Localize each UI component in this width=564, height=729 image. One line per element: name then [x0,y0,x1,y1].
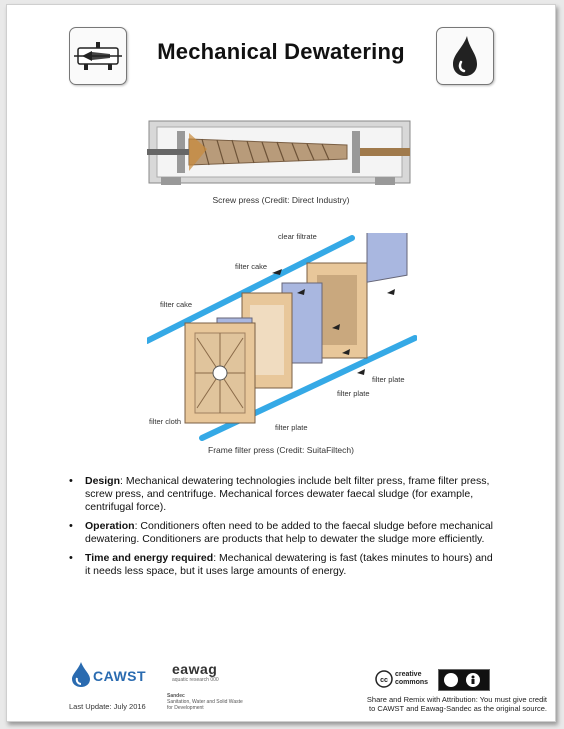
svg-text:cc: cc [380,677,388,684]
bullet-term: Design [85,475,121,487]
eawag-subtitle: aquatic research 000 [172,677,219,683]
label-filter-plate-3: filter plate [275,423,308,432]
credit-line-1: Share and Remix with Attribution: You must give credit [366,695,547,704]
cawst-logo-text: CAWST [93,668,147,684]
document-page [6,4,556,722]
label-clear-filtrate: clear filtrate [278,232,317,241]
label-filter-plate-1: filter plate [372,375,405,384]
screw-press-figure [147,113,412,191]
cc-text: creative commons [395,671,429,686]
bullet-time-energy [69,552,499,578]
sandec-name: Sandec [167,693,185,699]
bullet-operation [69,520,499,546]
label-filter-cloth: filter cloth [149,417,182,426]
bullet-list [69,475,499,584]
attribution-text [307,695,547,713]
bullet-text: : Mechanical dewatering is fast (takes minutes to hours) and it needs less space, but it uses large amounts of energy. [85,552,493,577]
label-filter-cake-top: filter cake [235,262,268,271]
bullet-term: Time and energy required [85,552,214,564]
sandec-text [167,693,247,711]
filter-press-caption: Frame filter press (Credit: SuitaFiltech) [208,445,354,455]
bullet-text: : Conditioners often need to be added to the faecal sludge before mechanical dewatering. Conditioners are products that help to dewater the sludge more efficiently. [85,520,494,545]
creative-commons-logo [375,669,429,689]
cawst-logo-icon [69,660,93,688]
page-title: Mechanical Dewatering [157,39,405,64]
eawag-logo: eawag [172,661,218,677]
cc-by-badge-icon [438,669,490,691]
sandec-subtitle: Sanitation, Water and Solid Waste for Development [167,699,243,711]
screw-press-caption: Screw press (Credit: Direct Industry) [212,195,350,205]
bullet-term: Operation [85,520,135,532]
frame-filter-press-figure [147,233,417,443]
last-update: Last Update: July 2016 [69,702,146,711]
label-filter-cake-left: filter cake [160,300,193,309]
sludge-drop-icon [436,27,494,85]
bullet-design [69,475,499,514]
bullet-text: : Mechanical dewatering technologies include belt filter press, frame filter press, screw press, and centrifuge. Mechanical forces dewater faecal sludge (for example, centrifugal force). [85,475,490,513]
credit-line-2: to CAWST and Eawag-Sandec as the original source. [368,704,547,713]
label-filter-plate-2: filter plate [337,389,370,398]
